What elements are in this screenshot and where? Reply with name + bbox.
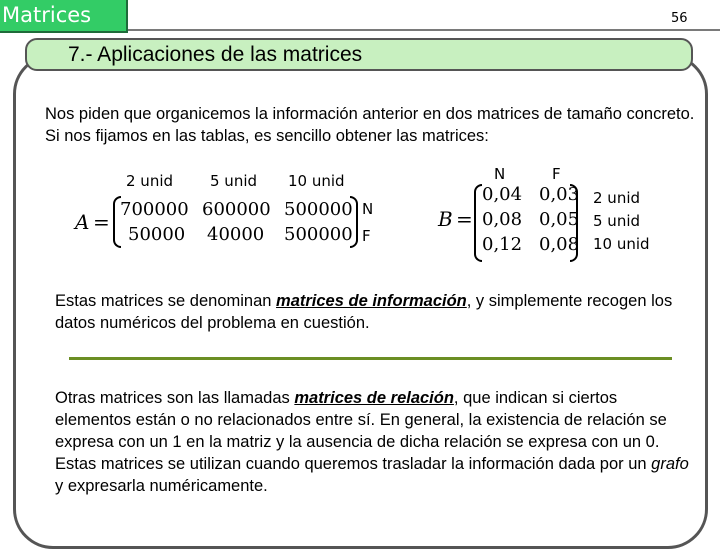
matrix-a-col-label: 10 unid xyxy=(288,172,345,190)
matrix-a-cell: 500000 xyxy=(284,224,353,245)
matrix-a-cell: 50000 xyxy=(128,224,186,245)
term-graph: grafo xyxy=(651,455,689,473)
matrix-b-col-label: N xyxy=(494,165,506,183)
matrix-b-cell: 0,04 xyxy=(482,184,523,205)
matrix-a-equals: = xyxy=(93,210,110,234)
matrix-b-equals: = xyxy=(456,207,473,231)
matrix-b-row-label: 2 unid xyxy=(593,189,641,207)
matrix-b-name: B xyxy=(438,207,453,231)
section-tab-label: Matrices xyxy=(2,3,92,27)
matrix-b-row-label: 5 unid xyxy=(593,212,641,230)
matrix-a-cell: 40000 xyxy=(207,224,265,245)
matrix-b-cell: 0,03 xyxy=(539,184,580,205)
matrix-b-left-bracket xyxy=(474,184,482,262)
matrix-a-row-label: F xyxy=(362,227,371,245)
slide-title: 7.- Aplicaciones de las matrices xyxy=(68,43,363,66)
matrix-a-row-label: N xyxy=(362,200,374,218)
term-relation-matrices: matrices de relación xyxy=(294,389,454,407)
term-information-matrices: matrices de información xyxy=(276,292,467,310)
matrix-a-cell: 600000 xyxy=(202,199,271,220)
matrix-a-name: A xyxy=(75,210,90,234)
relation-matrices-paragraph: Otras matrices son las llamadas matrices de relación, que indican si ciertos elementos están o no relacionados entre sí. En general, la existencia de relación se expresa con un 1 en la matriz y la ausencia de dicha relación se expresa con un 0. Estas matrices se utilizan cuando queremos trasladar la información dada por un grafo y expresarla numéricamente. xyxy=(55,389,689,495)
intro-paragraph: Nos piden que organicemos la información anterior en dos matrices de tamaño concreto. Si nos fijamos en las tablas, es sencillo obtener las matrices: xyxy=(45,105,695,145)
matrix-a-cell: 700000 xyxy=(120,199,189,220)
matrix-b-cell: 0,08 xyxy=(482,209,523,230)
matrix-a-cell: 500000 xyxy=(284,199,353,220)
matrix-b-cell: 0,12 xyxy=(482,234,523,255)
matrix-a-col-label: 2 unid xyxy=(126,172,174,190)
matrix-b-row-label: 10 unid xyxy=(593,235,650,253)
matrix-b-col-label: F xyxy=(552,165,561,183)
separator-line xyxy=(69,357,672,360)
matrix-b-cell: 0,08 xyxy=(539,234,580,255)
page-number: 56 xyxy=(671,11,688,26)
information-matrices-paragraph: Estas matrices se denominan matrices de información, y simplemente recogen los datos numéricos del problema en cuestión. xyxy=(55,292,673,332)
matrix-a-col-label: 5 unid xyxy=(210,172,258,190)
header-rule xyxy=(128,29,720,31)
matrix-b-cell: 0,05 xyxy=(539,209,580,230)
